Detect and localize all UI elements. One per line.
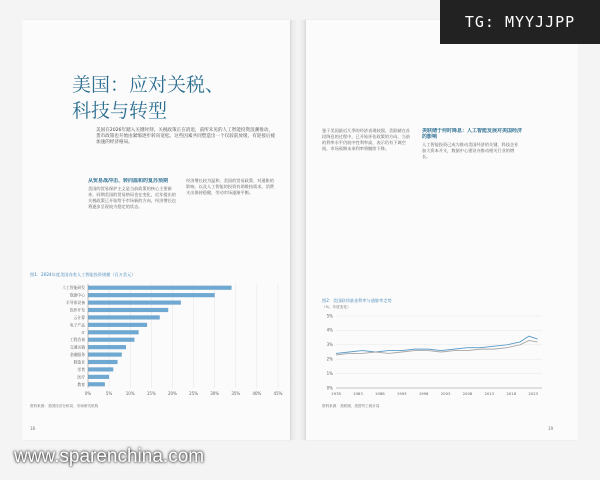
x-tick-label: 15%: [146, 391, 156, 396]
x-tick-label: 2023: [528, 391, 539, 396]
bar: [88, 286, 232, 290]
category-label: 工程咨询: [69, 337, 85, 343]
bar: [88, 315, 160, 319]
line-chart: [318, 312, 548, 400]
x-tick-label: 1988: [374, 391, 385, 396]
x-tick-label: 2008: [462, 391, 473, 396]
section-body-2: 经济增长较为温和，美国的贸易政策、对通胀的影响，以及人工智能的投资有助维持需求，消费支出保持稳健，劳动市场逐渐平衡。: [186, 178, 274, 195]
bar: [88, 323, 147, 327]
x-tick-label: 5%: [105, 391, 113, 396]
bar: [88, 367, 113, 371]
y-tick-label: 1%: [326, 370, 333, 376]
category-label: 医疗: [77, 374, 85, 380]
y-tick-label: 3%: [326, 342, 333, 348]
page-title: [72, 72, 224, 124]
y-tick-label: 2%: [326, 356, 333, 362]
x-tick-label: 1978: [331, 391, 341, 396]
title-line-1: 美国：应对关税、: [72, 74, 225, 96]
section-heading: 从贸易战冲击、转向温和的复苏预期: [88, 178, 169, 184]
x-tick-label: 25%: [189, 391, 199, 396]
x-tick-label: 0%: [84, 391, 92, 396]
left-column-2: [186, 178, 278, 270]
bar: [88, 360, 118, 364]
figure-2-source: 资料来源：美联储、美国劳工统计局: [322, 404, 380, 408]
category-label: 数据中心: [69, 292, 85, 298]
bar: [88, 345, 126, 349]
bar: [88, 293, 215, 297]
x-tick-label: 45%: [273, 391, 283, 396]
section-body: 美国的贸易保护主义是当前政策的核心主要新来，同期美国的贸易格局也在变化，近年提出的关税政策已开始给予市场新的方向，经济增长也将逐步呈现较为稳定的状态。: [88, 186, 176, 209]
page-number-left: 18: [30, 426, 36, 431]
category-label: 人工智能研发: [62, 285, 85, 291]
category-label: 半导体设备: [66, 300, 85, 306]
intro-paragraph: 美国在2026年踏入关键时刻，关税政策正在消退，前所未见的人工智能投资浪潮推动，货币政策也开始由紧缩逐步转向宽松。这些因素共同塑造出一个仅较前放缓、有迎接后疲加速的经济格局。: [96, 128, 276, 146]
right-body-2: 人工智能投资已成为推动美国经济的关键，科技企业加大资本开支，数据中心建设亦推动相关行业的增长。: [422, 142, 519, 159]
bar: [88, 338, 134, 342]
figure-1-caption: 图1：2024年度美国各类人工智能投资规模（百万美元）: [30, 272, 136, 277]
category-label: 交通运输: [69, 344, 85, 350]
x-tick-label: 1993: [396, 391, 407, 396]
x-tick-label: 40%: [252, 391, 262, 396]
left-column-1: [88, 178, 178, 270]
page-number-right: 19: [548, 426, 554, 431]
x-tick-label: 10%: [125, 391, 135, 396]
category-label: 电子产品: [69, 322, 85, 328]
bar: [88, 308, 168, 312]
x-tick-label: 20%: [167, 391, 177, 396]
x-tick-label: 30%: [210, 391, 220, 396]
right-section-heading: 美联储于何时降息：人工智能发展对美国经济的影响: [422, 128, 522, 140]
figure-2-caption: 图2：美国联邦基金利率与通胀率走势: [322, 298, 392, 303]
y-tick-label: 4%: [326, 327, 333, 333]
bar: [88, 300, 181, 304]
tg-watermark: TG: MYYJJPP: [440, 0, 600, 44]
x-tick-label: 35%: [231, 391, 241, 396]
right-column-1: [322, 128, 414, 248]
bar: [88, 375, 109, 379]
category-label: 软件开发: [69, 307, 85, 313]
series-line-2: [336, 340, 538, 354]
category-label: 制造业: [73, 359, 85, 365]
site-watermark: www.sparenchina.com: [14, 446, 205, 467]
x-tick-label: 2018: [506, 391, 517, 396]
bar-chart: [28, 280, 286, 402]
category-label: 教育: [77, 381, 85, 387]
figure-1-source: 资料来源：美国经济分析局、市场研究机构: [30, 404, 99, 408]
x-tick-label: 2003: [440, 391, 451, 396]
title-line-2: 科技与转型: [72, 100, 168, 122]
category-label: 零售: [77, 366, 85, 372]
x-tick-label: 1983: [353, 391, 363, 396]
x-tick-label: 2013: [484, 391, 495, 396]
figure-2-subtitle: （%，年度变化）: [322, 305, 351, 309]
book-gutter: [290, 20, 306, 440]
category-label: IT: [81, 329, 85, 335]
x-tick-label: 1998: [418, 391, 429, 396]
bar: [88, 382, 105, 386]
category-label: 云计算: [73, 314, 85, 320]
y-tick-label: 0%: [326, 385, 333, 391]
bar: [88, 352, 122, 356]
category-label: 金融服务: [69, 352, 85, 358]
right-column-2: [422, 128, 522, 248]
right-body-1: 鉴于美国最近几季的经济表现较强，美联储在首段降息的过程中，已开始评估政策的方向，当前的利率水平仍较中性利率高，表示仍有下调空间，市场预期未来利率将继续下降。: [322, 128, 410, 151]
y-tick-label: 5%: [326, 313, 333, 319]
bar: [88, 330, 139, 334]
